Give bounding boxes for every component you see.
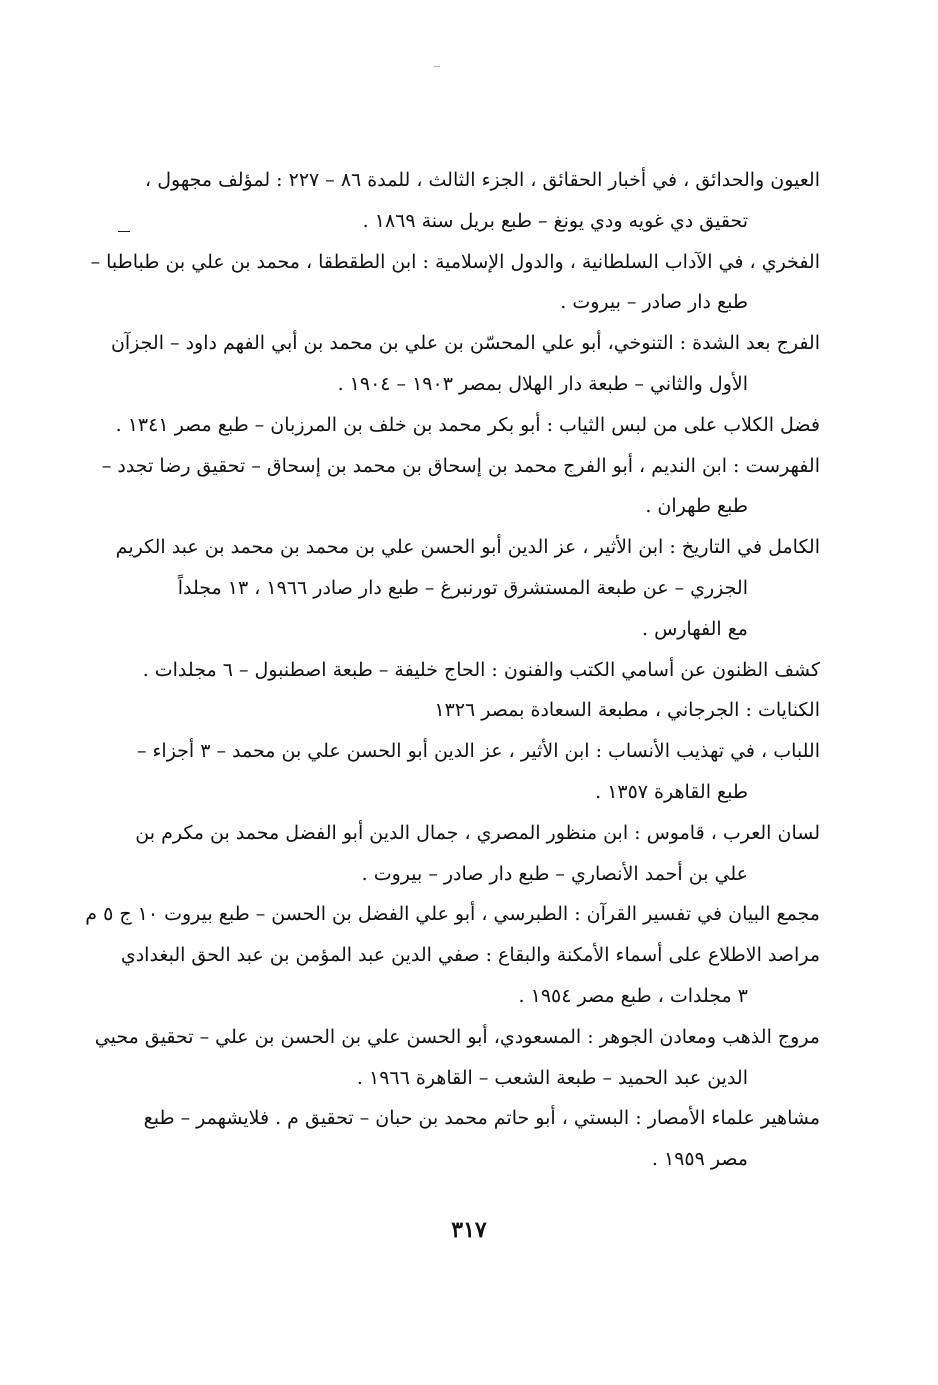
entry-line: الفخري ، في الآداب السلطانية ، والدول الإسلامية : ابن الطقطقا ، محمد بن علي بن طباطبا – [90, 250, 820, 273]
bibliography-entry [130, 731, 820, 813]
entry-continuation-line: تحقيق دي غويه ودي يونغ – طبع بريل سنة ١٨٦٩ . [362, 209, 748, 232]
entry-line: مروج الذهب ومعادن الجوهر : المسعودي، أبو الحسن علي بن الحسن بن علي – تحقيق محيي [94, 1025, 820, 1048]
entry-continuation-line: الأول والثاني – طبعة دار الهلال بمصر ١٩٠٣ – ١٩٠٤ . [337, 372, 748, 395]
entry-line: العيون والحدائق ، في أخبار الحقائق ، الجزء الثالث ، للمدة ٨٦ – ٢٢٧ : لمؤلف مجهول ، [145, 169, 820, 191]
entry-line: فضل الكلاب على من لبس الثياب : أبو بكر محمد بن خلف بن المرزبان – طبع مصر ١٣٤١ . [115, 413, 820, 436]
bibliography-entry [90, 242, 820, 324]
entry-continuation-line: الدين عبد الحميد – طبعة الشعب – القاهرة ١٩٦٦ . [356, 1066, 748, 1089]
entry-line: كشف الظنون عن أسامي الكتب والفنون : الحاج خليفة – طبعة اصطنبول – ٦ مجلدات . [142, 658, 820, 681]
entry-line: مراصد الاطلاع على أسماء الأمكنة والبقاع : صفي الدين عبد المؤمن بن عبد الحق البغدادي [120, 944, 820, 967]
bibliography-list [85, 160, 820, 1180]
scan-speck [434, 66, 440, 67]
bibliography-entry [130, 1098, 820, 1180]
entry-line: الكامل في التاريخ : ابن الأثير ، عز الدين أبو الحسن علي بن محمد بن محمد بن عبد الكريم [115, 536, 820, 559]
bibliography-entry [110, 323, 820, 405]
entry-line: الفرج بعد الشدة : التنوخي، أبو علي المحسّن بن علي بن محمد بن أبي الفهم داود – الجزآن [110, 332, 820, 355]
entry-continuation-line: علي بن أحمد الأنصاري – طبع دار صادر – بيروت . [361, 862, 748, 885]
bibliography-entry [94, 1017, 820, 1099]
entry-line: الكنايات : الجرجاني ، مطبعة السعادة بمصر ١٣٢٦ [434, 699, 820, 722]
bibliography-entry [115, 405, 820, 446]
bibliography-entry [130, 813, 820, 895]
bibliography-entry [130, 650, 820, 691]
entry-continuation-line: طبع طهران . [645, 495, 748, 518]
entry-line: مشاهير علماء الأمصار : البستي ، أبو حاتم محمد بن حبان – تحقيق م . فلايشهمر – طبع [143, 1107, 820, 1130]
entry-continuation-line: مصر ١٩٥٩ . [651, 1148, 748, 1171]
entry-continuation-line: ٣ مجلدات ، طبع مصر ١٩٥٤ . [518, 984, 748, 1007]
entry-line: الفهرست : ابن النديم ، أبو الفرج محمد بن إسحاق بن محمد بن إسحاق – تحقيق رضا تجدد – [101, 454, 820, 477]
entry-line: اللباب ، في تهذيب الأنساب : ابن الأثير ، عز الدين أبو الحسن علي بن محمد – ٣ أجزاء – [136, 740, 820, 763]
bibliography-entry [120, 935, 820, 1017]
bibliography-entry [115, 527, 820, 649]
entry-continuation-line: طبع دار صادر – بيروت . [560, 291, 748, 314]
entry-continuation-line: طبع القاهرة ١٣٥٧ . [595, 780, 748, 803]
entry-line: مجمع البيان في تفسير القرآن : الطبرسي ، أبو علي الفضل بن الحسن – طبع بيروت ١٠ ج ٥ م [85, 903, 820, 926]
bibliography-entry [130, 690, 820, 731]
entry-line: لسان العرب ، قاموس : ابن منظور المصري ، جمال الدين أبو الفضل محمد بن مكرم بن [135, 821, 820, 844]
bibliography-entry [85, 894, 820, 935]
margin-mark [118, 231, 130, 232]
entry-continuation-line: مع الفهارس . [641, 617, 748, 640]
page-number: ٣١٧ [451, 1217, 487, 1243]
entry-continuation-line: الجزري – عن طبعة المستشرق تورنبرغ – طبع دار صادر ١٩٦٦ ، ١٣ مجلداً [177, 576, 748, 599]
bibliography-entry [130, 160, 820, 242]
bibliography-entry [101, 446, 820, 528]
